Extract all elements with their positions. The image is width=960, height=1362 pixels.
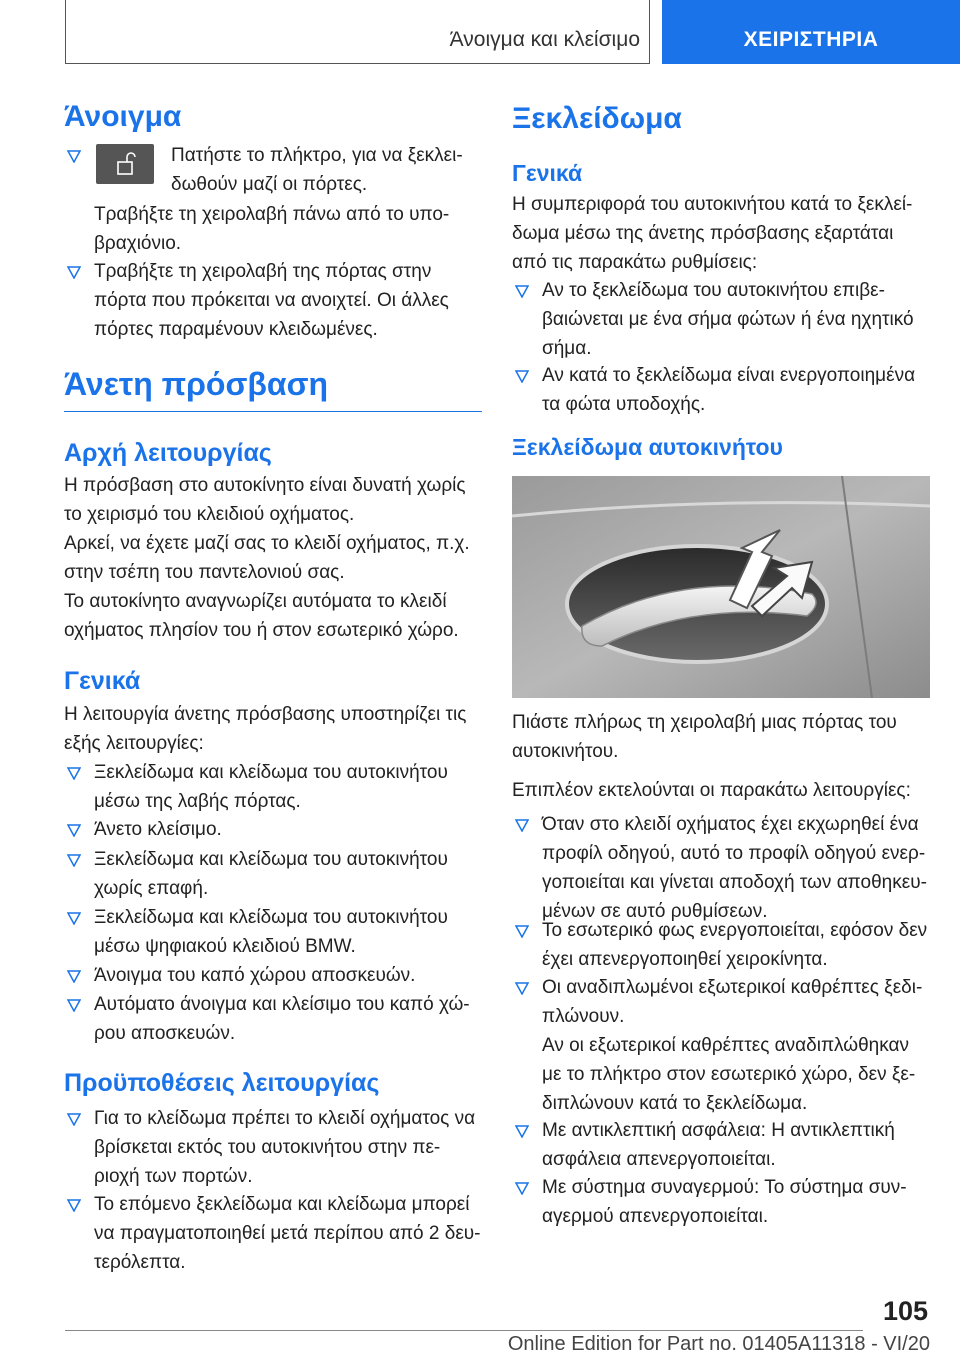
general-bullet-4 — [64, 903, 482, 961]
grip-handle-text: Πιάστε πλήρως τη χειρολαβή μιας πόρτας του αυτοκινήτου. — [512, 712, 897, 762]
general-bullet-5 — [64, 961, 482, 990]
prereq-bullet-2 — [64, 1190, 482, 1277]
general-bullet-2 — [64, 815, 482, 844]
heading-general-left: Γενικά — [64, 667, 141, 695]
setting-bullet-2-text: Αν κατά το ξεκλείδωμα είναι ενεργοποιημένα τα φώτα υποδοχής. — [542, 365, 916, 415]
triangle-bullet-icon — [67, 1112, 81, 1126]
function-bullet-3-text: Οι αναδιπλωμένοι εξωτερικοί καθρέπτες ξεδι-πλώνουν. — [542, 977, 923, 1027]
header-chapter-title: Άνοιγμα και κλείσιμο — [449, 28, 640, 51]
general-bullet-6 — [64, 990, 482, 1048]
function-bullet-3-continuation: Αν οι εξωτερικοί καθρέπτες αναδιπλώθηκαν με το πλήκτρο στον εσωτερικό χώρο, δεν ξε-διπλώνουν κατά το ξεκλείδωμα. — [542, 1035, 916, 1114]
heading-unlocking: Ξεκλείδωμα — [512, 102, 682, 135]
comfort-paragraph-1: Η πρόσβαση στο αυτοκίνητο είναι δυνατή χωρίς το χειρισμό του κλειδιού οχήματος. — [64, 475, 466, 525]
general-bullet-3-text: Ξεκλείδωμα και κλείδωμα του αυτοκινήτου χωρίς επαφή. — [94, 849, 448, 899]
heading-opening: Άνοιγμα — [64, 100, 182, 133]
opening-bullet-2 — [64, 257, 482, 344]
triangle-bullet-icon — [515, 1181, 529, 1195]
triangle-bullet-icon — [515, 369, 529, 383]
page-number: 105 — [882, 1296, 928, 1326]
triangle-bullet-icon — [515, 981, 529, 995]
heading-prerequisites: Προϋποθέσεις λειτουργίας — [64, 1069, 380, 1097]
prereq-bullet-1 — [64, 1104, 482, 1191]
triangle-bullet-icon — [67, 853, 81, 867]
general-bullet-5-text: Άνοιγμα του καπό χώρου αποσκευών. — [94, 965, 416, 986]
general-bullet-6-text: Αυτόματο άνοιγμα και κλείσιμο του καπό χώ-ρου αποσκευών. — [94, 994, 470, 1044]
triangle-bullet-icon — [67, 823, 81, 837]
additional-functions-text: Επιπλέον εκτελούνται οι παρακάτω λειτουργίες: — [512, 780, 911, 801]
unlock-key-button-icon — [96, 144, 154, 184]
triangle-bullet-icon — [67, 911, 81, 925]
footer-divider — [65, 1330, 863, 1331]
setting-bullet-1-text: Αν το ξεκλείδωμα του αυτοκινήτου επιβε-βαιώνεται με ένα σήμα φώτων ή ένα ηχητικό σήμα. — [542, 280, 914, 359]
heading-general-right: Γενικά — [512, 160, 583, 186]
door-handle-illustration — [512, 476, 930, 698]
triangle-bullet-icon — [515, 924, 529, 938]
function-bullet-4-text: Με αντικλεπτική ασφάλεια: Η αντικλεπτική ασφάλεια απενεργοποιείται. — [542, 1120, 895, 1170]
footer-edition-text: Online Edition for Part no. 01405A11318 - VI/20 — [507, 1333, 930, 1355]
general-bullet-1-text: Ξεκλείδωμα και κλείδωμα του αυτοκινήτου μέσω της λαβής πόρτας. — [94, 762, 448, 812]
general-bullet-4-text: Ξεκλείδωμα και κλείδωμα του αυτοκινήτου μέσω ψηφιακού κλειδιού BMW. — [94, 907, 448, 957]
general-bullet-3 — [64, 845, 482, 903]
function-bullet-1-text: Όταν στο κλειδί οχήματος έχει εκχωρηθεί ένα προφίλ οδηγού, αυτό το προφίλ οδηγού ενερ-γοποιείται και γίνεται αποδοχή των αποθηκευ-μένων σε αυτό ρυθμίσεων. — [542, 814, 927, 922]
opening-bullet-1 — [64, 141, 482, 199]
general-bullet-2-text: Άνετο κλείσιμο. — [94, 819, 222, 840]
prereq-bullet-1-text: Για το κλείδωμα πρέπει το κλειδί οχήματος να βρίσκεται εκτός του αυτοκινήτου στην πε-ριοχή των πορτών. — [94, 1108, 476, 1187]
function-bullet-5-text: Με σύστημα συναγερμού: Το σύστημα συν-αγερμού απενεργοποιείται. — [542, 1177, 907, 1227]
triangle-bullet-icon — [67, 766, 81, 780]
header-section-title: ΧΕΙΡΙΣΤΗΡΙΑ — [743, 28, 879, 51]
open-padlock-icon — [96, 144, 154, 184]
unlocking-general-text: Η συμπεριφορά του αυτοκινήτου κατά το ξεκλεί-δωμα μέσω της άνετης πρόσβασης εξαρτάται από τις παρακάτω ρυθμίσεις: — [512, 194, 913, 273]
header-section-tab — [662, 0, 960, 64]
opening-bullet-2-text: Τραβήξτε τη χειρολαβή της πόρτας στην πόρτα που πρόκειται να ανοιχτεί. Οι άλλες πόρτες παραμένουν κλειδωμένες. — [94, 261, 449, 340]
function-bullet-1 — [512, 810, 930, 926]
heading-car-unlocking: Ξεκλείδωμα αυτοκινήτου — [512, 434, 783, 460]
prereq-bullet-2-text: Το επόμενο ξεκλείδωμα και κλείδωμα μπορεί να πραγματοποιηθεί μετά περίπου από 2 δευ-τερόλεπτα. — [94, 1194, 481, 1273]
opening-bullet-1-continuation: Τραβήξτε τη χειρολαβή πάνω από το υπο-βραχιόνιο. — [94, 204, 450, 254]
setting-bullet-1 — [512, 276, 930, 363]
heading-principle: Αρχή λειτουργίας — [64, 439, 272, 467]
setting-bullet-2 — [512, 361, 930, 419]
triangle-bullet-icon — [67, 1198, 81, 1212]
function-bullet-5 — [512, 1173, 930, 1231]
triangle-bullet-icon — [67, 998, 81, 1012]
triangle-bullet-icon — [515, 284, 529, 298]
comfort-paragraph-2: Αρκεί, να έχετε μαζί σας το κλειδί οχήματος, π.χ. στην τσέπη του παντελονιού σας. — [64, 533, 470, 583]
general-intro: Η λειτουργία άνετης πρόσβασης υποστηρίζει τις εξής λειτουργίες: — [64, 704, 467, 754]
triangle-bullet-icon — [515, 818, 529, 832]
function-bullet-2-text: Το εσωτερικό φως ενεργοποιείται, εφόσον δεν έχει απενεργοποιηθεί χειροκίνητα. — [542, 920, 928, 970]
triangle-bullet-icon — [67, 265, 81, 279]
triangle-bullet-icon — [67, 149, 81, 163]
triangle-bullet-icon — [67, 969, 81, 983]
general-bullet-1 — [64, 758, 482, 816]
comfort-paragraph-3: Το αυτοκίνητο αναγνωρίζει αυτόματα το κλειδί οχήματος πλησίον του ή στον εσωτερικό χώρο. — [64, 591, 459, 641]
comfort-heading-rule — [64, 364, 482, 412]
function-bullet-4 — [512, 1116, 930, 1174]
heading-comfort-access: Άνετη πρόσβαση — [64, 366, 328, 402]
function-bullet-3 — [512, 973, 930, 1031]
function-bullet-2 — [512, 916, 930, 974]
opening-bullet-1-text: Πατήστε το πλήκτρο, για να ξεκλει-δωθούν μαζί οι πόρτες. — [171, 145, 463, 195]
triangle-bullet-icon — [515, 1124, 529, 1138]
